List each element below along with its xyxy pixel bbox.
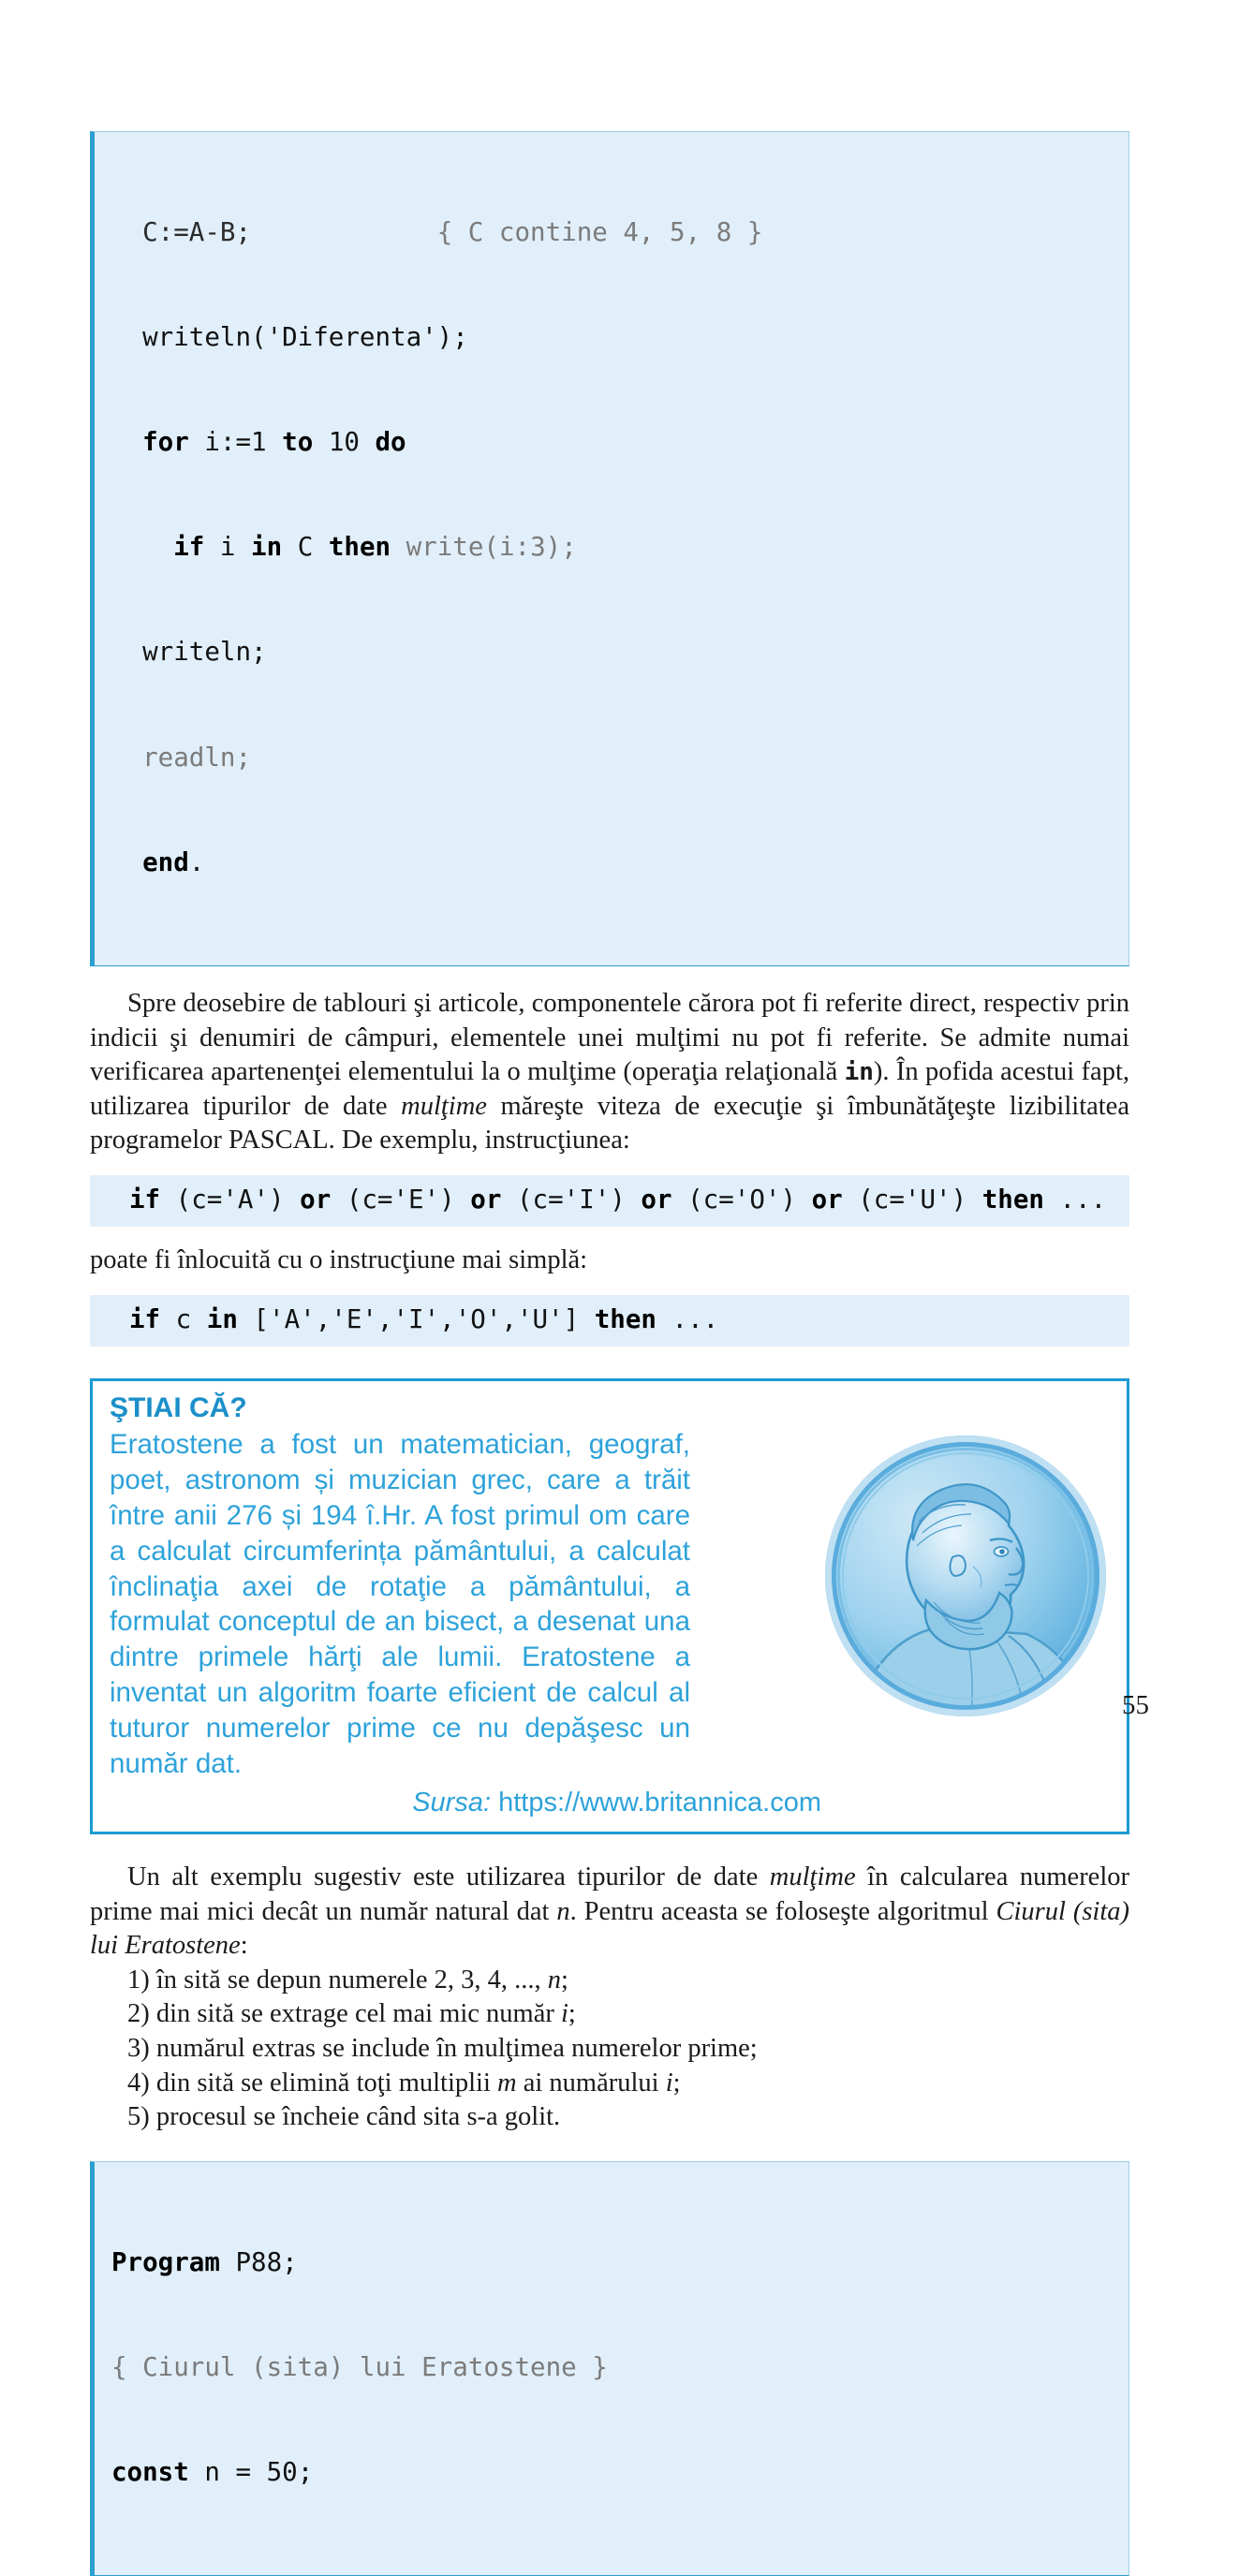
code-line-6: readln; xyxy=(111,742,252,773)
keyword-in: in xyxy=(844,1058,874,1087)
term-sieve-name: Ciurul (sita) lui Eratostene xyxy=(90,1896,1129,1961)
list-item: 5) procesul se încheie când sita s-a golit. xyxy=(127,2102,561,2132)
portrait-engraving xyxy=(825,1435,1106,1716)
code-line-program: Program P88; xyxy=(111,2246,298,2277)
code-block-set-difference xyxy=(90,131,1129,966)
code-line-2: writeln('Diferenta'); xyxy=(111,321,468,352)
para3-part4: : xyxy=(240,1931,248,1961)
para3-part3: . Pentru aceasta se foloseşte algoritmul xyxy=(569,1896,996,1926)
paragraph-sieve-intro xyxy=(90,1861,1129,1964)
medallion-disc xyxy=(825,1435,1106,1716)
list-item: 1) în sită se depun numerele 2, 3, 4, ..., n; xyxy=(127,1965,568,1995)
eratosthenes-portrait-icon xyxy=(825,1435,1106,1716)
para1-part2: ). În pofida acestui fapt, utilizarea tipurilor de date xyxy=(90,1057,1129,1121)
did-you-know-title: ŞTIAI CĂ? xyxy=(110,1392,247,1424)
did-you-know-box xyxy=(90,1378,1129,1834)
inline-code-or-chain: if (c='A') or (c='E') or (c='I') or (c='O') or (c='U') then ... xyxy=(90,1175,1129,1227)
did-you-know-body: Eratostene a fost un matematician, geograf, poet, astronom și muzician grec, care a trăit între anii 276 și 194 î.Hr. A fost primul om care a calculat circumferința pământului, a calculat înclinaţia axei de rotaţie a pământului, a formulat conceptul de an bisect, a desenat una dintre primele hărţi ale lumii. Eratostene a inventat un algoritm foarte eficient de calcul al tuturor numerelor prime ce nu depăşesc un număr dat. xyxy=(110,1428,690,1780)
term-multime-2: mulţime xyxy=(769,1862,856,1892)
code-line-comment: { Ciurul (sita) lui Eratostene } xyxy=(111,2351,608,2382)
code-line-3: for i:=1 to 10 do xyxy=(142,427,406,458)
list-item: 3) numărul extras se include în mulţimea numerelor prime; xyxy=(127,2034,758,2064)
did-you-know-source xyxy=(110,1788,821,1818)
term-multime: mulţime xyxy=(401,1091,487,1121)
para1-part3: măreşte viteza de execuţie şi îmbunătăţeşte lizibilitatea programelor PASCAL. De exemplu, instrucţiunea: xyxy=(90,1091,1129,1156)
page-content xyxy=(90,131,1129,2576)
para3-part1: Un alt exemplu sugestiv este utilizarea tipurilor de date xyxy=(127,1862,770,1892)
var-n: n xyxy=(556,1896,570,1926)
code-line-4: if i in C then write(i:3); xyxy=(173,532,577,563)
code-line-5: writeln; xyxy=(111,637,267,668)
para3-part2: în calcularea numerelor prime mai mici decât un număr natural dat xyxy=(90,1862,1129,1926)
list-item: 4) din sită se elimină toţi multiplii m ai numărului i; xyxy=(127,2068,681,2098)
algorithm-steps-list xyxy=(90,1964,1129,2135)
inline-code-set-membership: if c in ['A','E','I','O','U'] then ... xyxy=(90,1295,1129,1347)
code-block-program-p88 xyxy=(90,2161,1129,2576)
paragraph-replacement-note: poate fi înlocuită cu o instrucţiune mai simplă: xyxy=(90,1245,588,1275)
code-line-const: const n = 50; xyxy=(111,2457,314,2487)
paragraph-sets-vs-arrays xyxy=(90,987,1129,1158)
list-item: 2) din sită se extrage cel mai mic număr i; xyxy=(127,1999,576,2029)
source-label: Sursa: xyxy=(412,1788,492,1818)
page-number: 55 xyxy=(1122,1690,1149,1720)
para1-part1: Spre deosebire de tablouri şi articole, componentele cărora pot fi referite direct, respectiv prin indicii şi denumiri de câmpuri, elementele unei mulţimi nu pot fi referite. Se admite numai verificarea apartenenţei elementului la o mulţime (operaţia relaţională xyxy=(90,988,1129,1087)
source-url[interactable]: https://www.britannica.com xyxy=(498,1788,821,1818)
code-line-1: C:=A-B; { C contine 4, 5, 8 } xyxy=(111,216,763,247)
code-line-7: end. xyxy=(142,846,205,877)
